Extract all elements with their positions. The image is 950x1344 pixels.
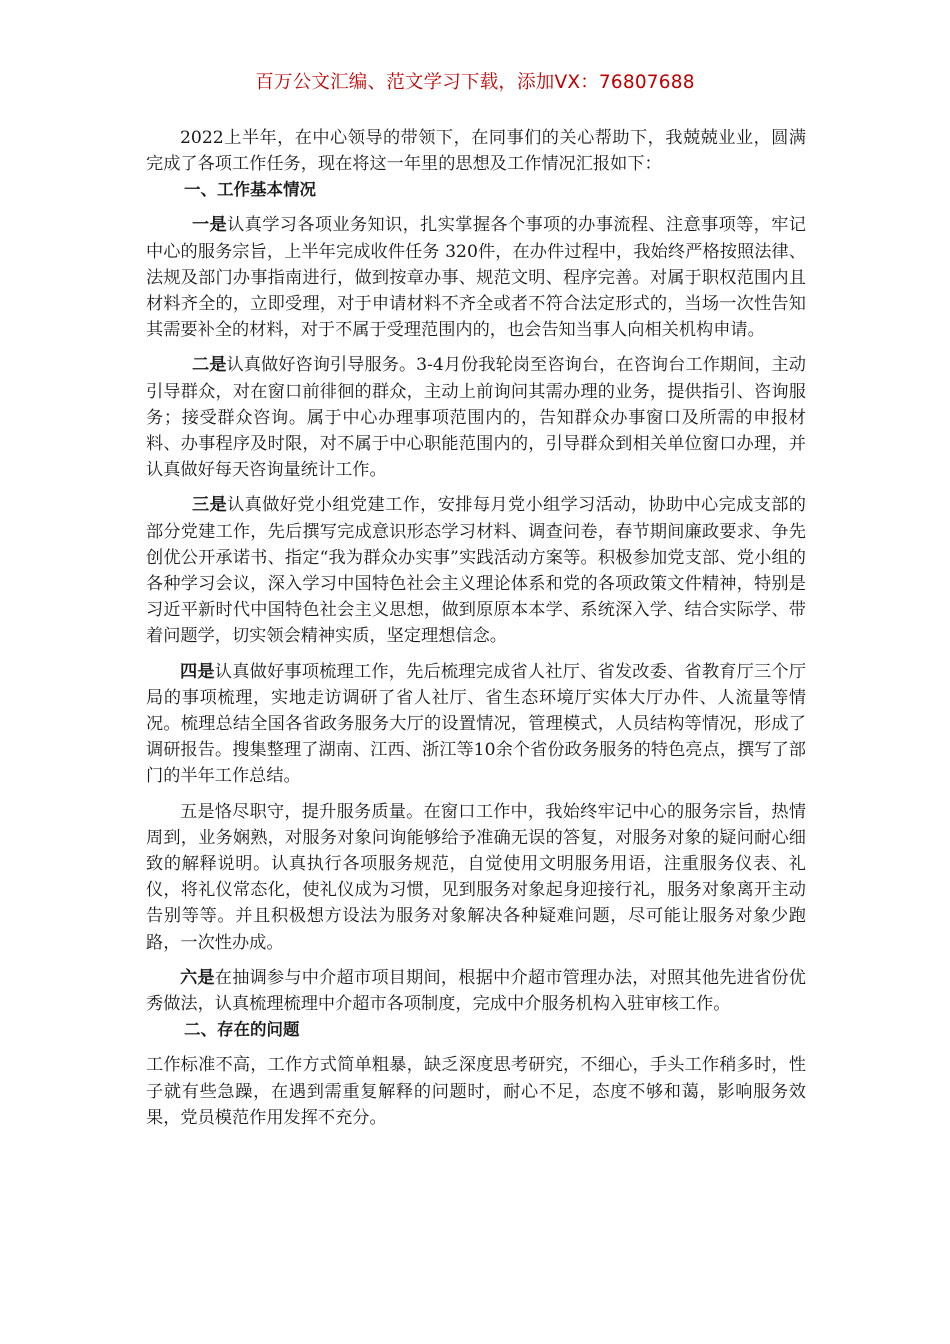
item-1-paragraph [146, 212, 806, 343]
item-4-lead: 四是 [180, 661, 215, 682]
item-2-text: 认真做好咨询引导服务。3-4月份我轮岗至咨询台，在咨询台工作期间，主动引导群众，对在窗口前徘徊的群众，主动上前询问其需办理的业务，提供指引、咨询服务；接受群众咨询。属于中心办理事项范围内的，告知群众办事窗口及所需的申报材料、办事程序及时限，对不属于中心职能范围内的，引导群众到相关单位窗口办理，并认真做好每天咨询量统计工作。 [146, 355, 806, 481]
item-2-lead: 二是 [192, 355, 227, 376]
item-6-lead: 六是 [180, 967, 215, 988]
item-3-paragraph [146, 492, 806, 649]
item-1-lead: 一是 [192, 215, 228, 236]
item-3-text: 认真做好党小组党建工作，安排每月党小组学习活动，协助中心完成支部的部分党建工作，先后撰写完成意识形态学习材料、调查问卷，春节期间廉政要求、争先创优公开承诺书、指定“我为群众办实事”实践活动方案等。积极参加党支部、党小组的各种学习会议，深入学习中国特色社会主义理论体系和党的各项政策文件精神，特别是习近平新时代中国特色社会主义思想，做到原原本本学、系统深入学、结合实际学、带着问题学，切实领会精神实质，坚定理想信念。 [146, 495, 806, 647]
problems-paragraph: 工作标准不高，工作方式简单粗暴，缺乏深度思考研究，不细心，手头工作稍多时，性子就有些急躁，在遇到需重复解释的问题时，耐心不足，态度不够和蔼，影响服务效果，党员模范作用发挥不充分。 [146, 1055, 806, 1128]
item-4-text: 认真做好事项梳理工作，先后梳理完成省人社厅、省发改委、省教育厅三个厅局的事项梳理，实地走访调研了省人社厅、省生态环境厅实体大厅办件、人流量等情况。梳理总结全国各省政务服务大厅的设置情况，管理模式，人员结构等情况，形成了调研报告。搜集整理了湖南、江西、浙江等10余个省份政务服务的特色亮点，撰写了部门的半年工作总结。 [146, 661, 806, 787]
document-body [146, 125, 806, 1131]
item-1-text: 认真学习各项业务知识，扎实掌握各个事项的办事流程、注意事项等，牢记中心的服务宗旨，上半年完成收件任务 320件，在办件过程中，我始终严格按照法律、法规及部门办事指南进行，做到按章办事、规范文明、程序完善。对属于职权范围内且材料齐全的，立即受理，对于申请材料不齐全或者不符合法定形式的，当场一次性告知其需要补全的材料，对于不属于受理范围内的，也会告知当事人向相关机构申请。 [146, 215, 806, 341]
intro-paragraph: 2022上半年，在中心领导的带领下，在同事们的关心帮助下，我兢兢业业，圆满完成了各项工作任务，现在将这一年里的思想及工作情况汇报如下： [146, 128, 806, 175]
item-3-lead: 三是 [192, 495, 228, 516]
item-2-paragraph [146, 352, 806, 483]
section2-heading: 二、存在的问题 [184, 1020, 300, 1040]
item-6-paragraph [146, 965, 806, 1017]
item-6-text: 在抽调参与中介超市项目期间，根据中介超市管理办法，对照其他先进省份优秀做法，认真梳理梳理中介超市各项制度，完成中介服务机构入驻审核工作。 [146, 967, 806, 1015]
item-5-paragraph [146, 799, 806, 956]
watermark-header: 百万公文汇编、范文学习下载，添加VX：76807688 [255, 72, 695, 93]
item-5-text: 五是恪尽职守，提升服务质量。在窗口工作中，我始终牢记中心的服务宗旨，热情周到，业务娴熟，对服务对象问询能够给予准确无误的答复，对服务对象的疑问耐心细致的解释说明。认真执行各项服务规范，自觉使用文明服务用语，注重服务仪表、礼仪，将礼仪常态化，使礼仪成为习惯，见到服务对象起身迎接行礼，服务对象离开主动告别等等。并且积极想方设法为服务对象解决各种疑难问题，尽可能让服务对象少跑路，一次性办成。 [146, 801, 806, 953]
section1-heading: 一、工作基本情况 [184, 180, 316, 200]
item-4-paragraph [146, 659, 806, 790]
